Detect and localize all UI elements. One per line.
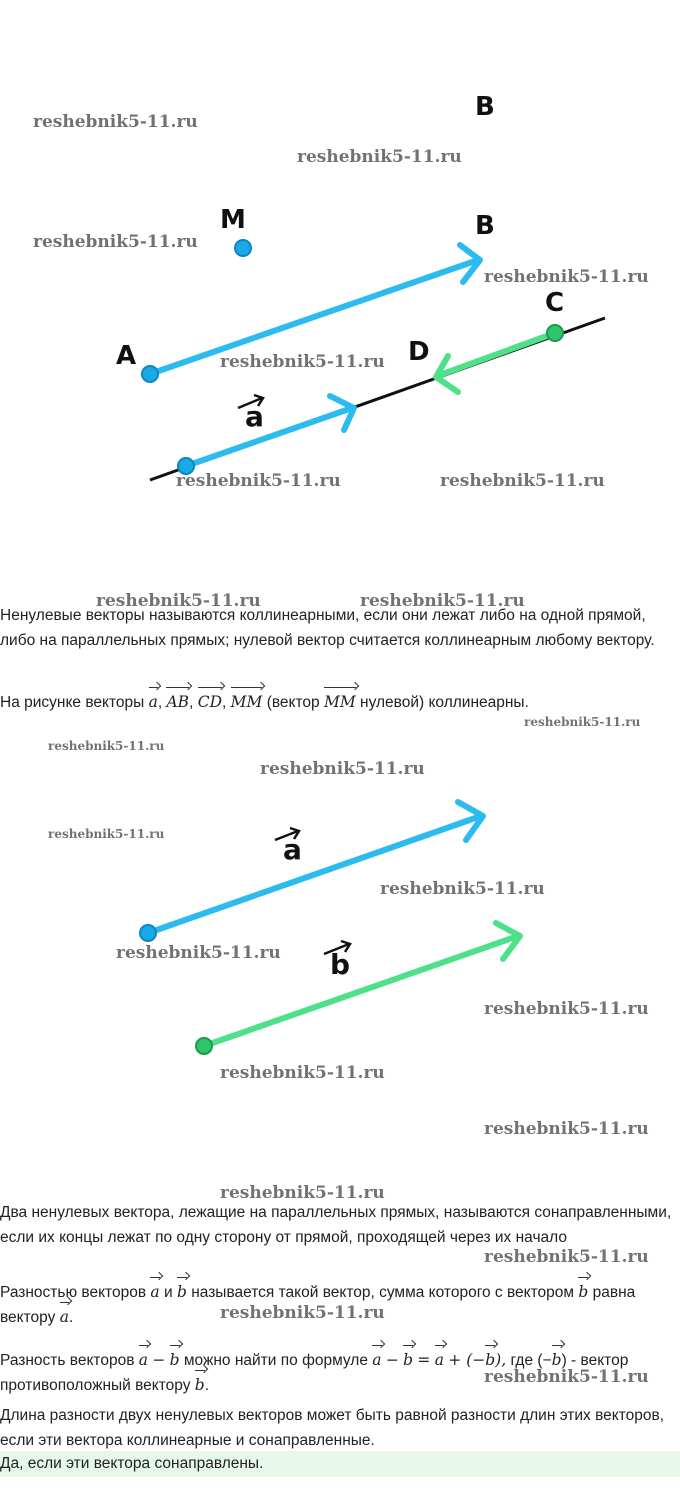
watermark: reshebnik5-11.ru: [297, 147, 462, 167]
watermark: reshebnik5-11.ru: [220, 1303, 385, 1323]
point-c: [547, 325, 563, 341]
watermark: reshebnik5-11.ru: [220, 352, 385, 372]
paragraph-codirectional-definition: Два ненулевых вектора, лежащие на параллельных прямых, называются сонаправленными, если их концы лежат по одну сторону от прямой, проходящей через их начало: [0, 1204, 672, 1246]
vector-a: [186, 408, 352, 466]
label-m: M: [220, 205, 246, 235]
label-d: D: [408, 337, 430, 367]
point-a: [142, 366, 158, 382]
label-b: B: [475, 211, 495, 241]
answer-box: Да, если эти вектора сонаправлены.: [0, 1451, 680, 1477]
watermark: reshebnik5-11.ru: [220, 1063, 385, 1083]
label-vector-a-2: a: [283, 833, 302, 866]
point-a-2-start: [140, 925, 156, 941]
label-vector-b: b: [330, 948, 351, 981]
point-m: [235, 240, 251, 256]
paragraph-collinear-definition: Ненулевые векторы называются коллинеарными, если они лежат либо на одной прямой, либо на параллельных прямых; нулевой вектор считается коллинеарным любому вектору.: [0, 607, 655, 649]
watermark: reshebnik5-11.ru: [484, 1247, 649, 1267]
watermark: reshebnik5-11.ru: [260, 759, 425, 779]
vector-mm-math-2: MM: [324, 690, 356, 715]
watermark: reshebnik5-11.ru: [524, 715, 641, 729]
paragraph-collinear-example: На рисунке векторы a, AB, CD, MM (вектор MM нулевой) коллинеарны.: [0, 690, 680, 715]
watermark: reshebnik5-11.ru: [484, 1367, 649, 1387]
watermark: reshebnik5-11.ru: [33, 112, 198, 132]
vector-a-2: [148, 816, 481, 933]
watermark: reshebnik5-11.ru: [48, 827, 165, 841]
label-b-top: B: [475, 92, 495, 122]
watermark: reshebnik5-11.ru: [48, 739, 165, 753]
watermark: reshebnik5-11.ru: [380, 879, 545, 899]
watermark: reshebnik5-11.ru: [484, 1119, 649, 1139]
vector-mm-math: MM: [231, 690, 263, 715]
vector-cd-math: CD: [198, 690, 222, 715]
label-a-point: A: [116, 341, 137, 371]
label-vector-a: a: [245, 400, 264, 433]
point-b-start: [196, 1038, 212, 1054]
watermark: reshebnik5-11.ru: [220, 1183, 385, 1203]
vector-ab-math: AB: [166, 690, 189, 715]
vector-a-math: a: [149, 690, 158, 715]
watermark: reshebnik5-11.ru: [440, 471, 605, 491]
watermark: reshebnik5-11.ru: [96, 591, 261, 611]
vector-cd: [437, 333, 555, 376]
watermark: reshebnik5-11.ru: [484, 999, 649, 1019]
watermark: reshebnik5-11.ru: [116, 943, 281, 963]
paragraph-difference-definition: Разностью векторов a и b называется такой вектор, сумма которого с вектором b равна вектору a.: [0, 1280, 680, 1330]
label-c: C: [545, 288, 565, 318]
watermark: reshebnik5-11.ru: [360, 591, 525, 611]
watermark: reshebnik5-11.ru: [33, 232, 198, 252]
paragraph-difference-formula: Разность векторов a − b можно найти по формуле a − b = a + (−b), где (−b) - вектор противоположный вектору b.: [0, 1348, 680, 1398]
paragraph-difference-length: Длина разности двух ненулевых векторов может быть равной разности длин этих векторов, если эти вектора коллинеарные и сонаправленные.: [0, 1407, 665, 1449]
watermark: reshebnik5-11.ru: [176, 471, 341, 491]
watermark: reshebnik5-11.ru: [484, 267, 649, 287]
